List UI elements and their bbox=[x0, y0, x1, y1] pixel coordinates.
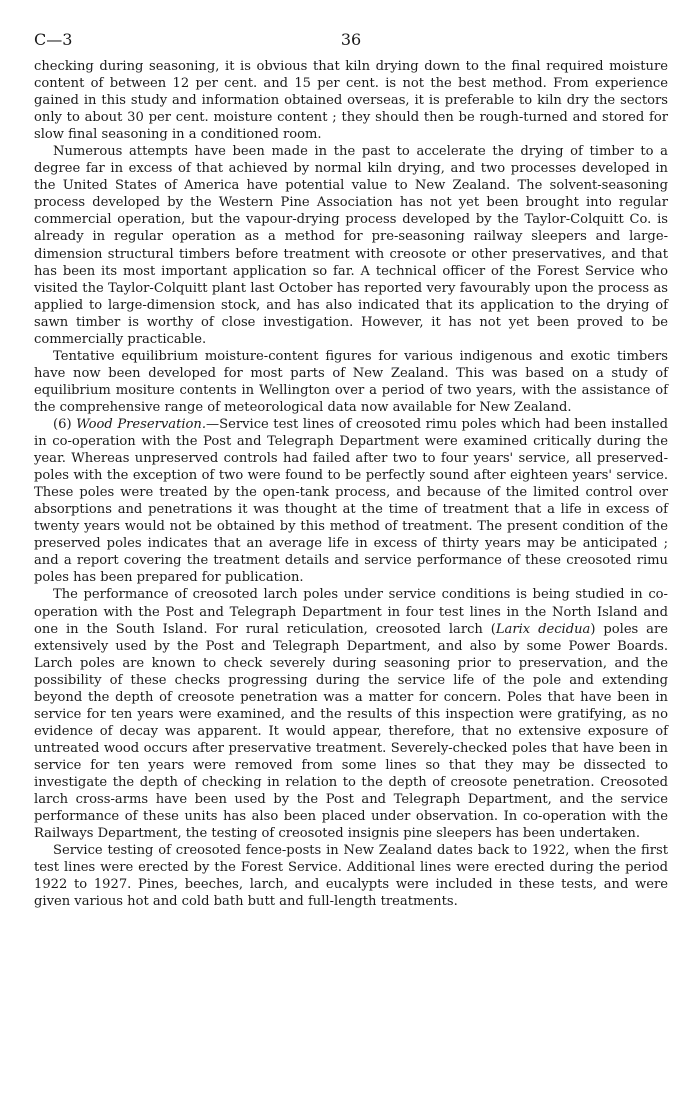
report-reference: C—3 bbox=[34, 30, 73, 49]
paragraph-wood-preservation bbox=[34, 416, 668, 586]
section-heading: Wood Preservation. bbox=[76, 416, 207, 432]
body-text bbox=[34, 58, 668, 910]
paragraph-larch-poles bbox=[34, 586, 668, 842]
species-name: Larix decidua bbox=[495, 621, 591, 637]
document-page bbox=[34, 30, 668, 910]
paragraph-text: ) poles are extensively used by the Post and Telegraph Department, and also by some Power Boards. Larch poles are known to check severely during seasoning prior to preservation, and the possibility of these checks progressing during the service life of the pole and extending beyond the depth of creosote penetration was a matter for concern. Poles that have been in service for ten years were examined, and the results of this inspection were gratifying, as no evidence of decay was apparent. It would appear, therefore, that no extensive exposure of untreated wood occurs after preservative treatment. Severely-checked poles that have been in service for ten years were removed from some lines so that they may be dissected to investigate the depth of checking in relation to the depth of creosote penetration. Creosoted larch cross-arms have been used by the Post and Telegraph Department, and the service performance of these units has also been placed under observation. In co-operation with the Railways Department, the testing of creosoted insignis pine sleepers has been undertaken. bbox=[34, 621, 668, 842]
page-number: 36 bbox=[340, 30, 362, 49]
page-header bbox=[34, 30, 668, 56]
paragraph: Numerous attempts have been made in the past to accelerate the drying of timber to a degree far in excess of that achieved by normal kiln drying, and two processes developed in the United States of America have potential value to New Zealand. The solvent-seasoning process developed by the Western Pine Association has not yet been brought into regular commercial operation, but the vapour-drying process developed by the Taylor-Colquitt Co. is already in regular operation as a method for pre-seasoning railway sleepers and large-dimension structural timbers before treatment with creosote or other preservatives, and that has been its most important application so far. A technical officer of the Forest Service who visited the Taylor-Colquitt plant last October has reported very favourably upon the process as applied to large-dimension stock, and has also indicated that its application to the drying of sawn timber is worthy of close investigation. However, it has not yet been proved to be commercially practicable. bbox=[34, 144, 668, 347]
paragraph-text: —Service test lines of creosoted rimu poles which had been installed in co-operation with the Post and Telegraph Department were examined critically during the year. Whereas unpreserved controls had failed after two to four years' service, all preserved-poles with the exception of two were found to be perfectly sound after eighteen years' service. These poles were treated by the open-tank process, and because of the limited control over absorptions and penetrations it was thought at the time of treatment that a life in excess of twenty years would not be obtained by this method of treatment. The present condition of the preserved poles indicates that an average life in excess of thirty years may be anticipated ; and a report covering the treatment details and service performance of these creosoted rimu poles has been prepared for publication. bbox=[34, 416, 668, 586]
paragraph: Service testing of creosoted fence-posts in New Zealand dates back to 1922, when the first test lines were erected by the Forest Service. Additional lines were erected during the period 1922 to 1927. Pines, beeches, larch, and eucalypts were included in these tests, and were given various hot and cold bath butt and full-length treatments. bbox=[34, 843, 668, 910]
paragraph: checking during seasoning, it is obvious that kiln drying down to the final required moisture content of between 12 per cent. and 15 per cent. is not the best method. From experience gained in this study and information obtained overseas, it is preferable to kiln dry the sectors only to about 30 per cent. moisture content ; they should then be rough-turned and stored for slow final seasoning in a conditioned room. bbox=[34, 59, 668, 143]
paragraph: Tentative equilibrium moisture-content figures for various indigenous and exotic timbers have now been developed for most parts of New Zealand. This was based on a study of equilibrium mositure contents in Wellington over a period of two years, with the assistance of the comprehensive range of meteorological data now available for New Zealand. bbox=[34, 348, 668, 415]
section-number: (6) bbox=[53, 416, 77, 432]
paragraph-text: The performance of creosoted larch poles under service conditions is being studied in co-operation with the Post and Telegraph Department in four test lines in the North Island and one in the South Island. For rural reticulation, creosoted larch ( bbox=[34, 587, 668, 637]
